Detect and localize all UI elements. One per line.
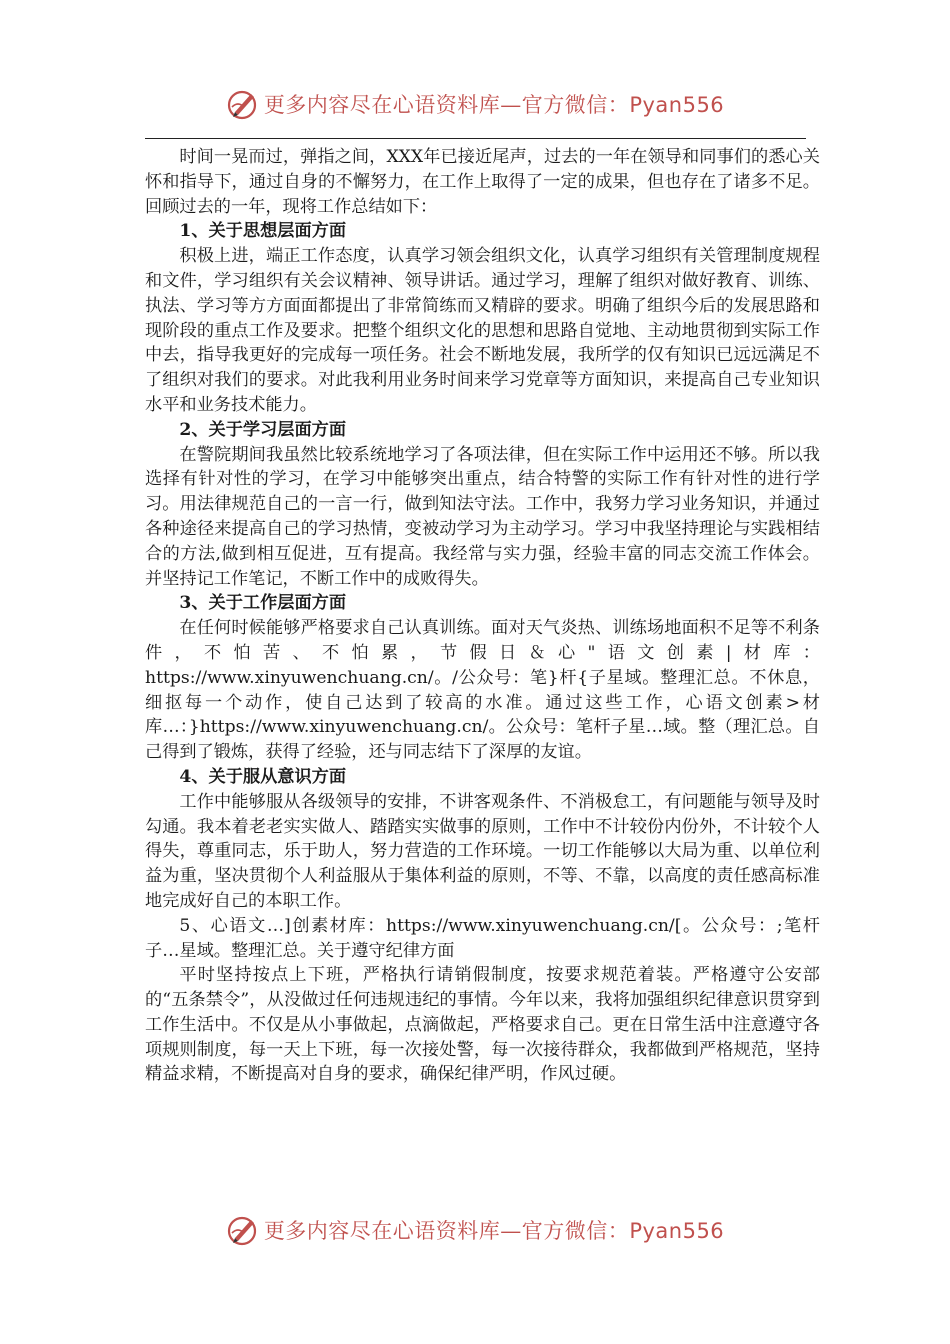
header-banner	[0, 84, 950, 124]
document-body	[145, 145, 820, 1087]
section-heading-1: 1、关于思想层面方面	[179, 221, 347, 242]
section-paragraph-3: 在任何时候能够严格要求自己认真训练。面对天气炎热、训练场地面积不足等不利条件，不怕苦、不怕累，节假日＆心"语文创素|材库：https://www.xinyuwenchuang.cn/。/公众号：笔}杆{子星域。整理汇总。不休息，细抠每一个动作，使自己达到了较高的水准。通过这些工作，心语文创素>材库…：}https://www.xinyuwenchuang.cn/。公众号：笔杆子星…域。整（理汇总。自己得到了锻炼，获得了经验，还与同志结下了深厚的友谊。	[145, 618, 820, 763]
section-paragraph-5: 平时坚持按点上下班，严格执行请销假制度，按要求规范着装。严格遵守公安部的“五条禁令”，从没做过任何违规违纪的事情。今年以来，我将加强组织纪律意识贯穿到工作生活中。不仅是从小事做起，点滴做起，严格要求自己。更在日常生活中注意遵守各项规则制度，每一天上下班，每一次接处警，每一次接待群众，我都做到严格规范，坚持精益求精，不断提高对自身的要求，确保纪律严明，作风过硬。	[145, 965, 820, 1085]
pen-logo-icon	[226, 1213, 260, 1247]
section-paragraph-4: 工作中能够服从各级领导的安排，不讲客观条件、不消极怠工，有问题能与领导及时勾通。我本着老老实实做人、踏踏实实做事的原则，工作中不计较份内份外，不计较个人得失，尊重同志，乐于助人，努力营造的工作环境。一切工作能够以大局为重、以单位利益为重，坚决贯彻个人利益服从于集体利益的原则，不等、不靠，以高度的责任感高标准地完成好自己的本职工作。	[145, 791, 820, 911]
header-banner-text: 更多内容尽在心语资料库—官方微信：Pyan556	[263, 93, 725, 117]
section-heading-3: 3、关于工作层面方面	[179, 593, 347, 614]
section-heading-4: 4、关于服从意识方面	[179, 766, 347, 787]
footer-banner	[0, 1210, 950, 1250]
header-wechat-handle: Pyan556	[629, 93, 725, 117]
footer-wechat-handle: Pyan556	[629, 1219, 725, 1243]
section-paragraph-2: 在警院期间我虽然比较系统地学习了各项法律，但在实际工作中运用还不够。所以我选择有针对性的学习，在学习中能够突出重点，结合特警的实际工作有针对性的进行学习。用法律规范自己的一言一行，做到知法守法。工作中，我努力学习业务知识，并通过各种途径来提高自己的学习热情，变被动学习为主动学习。学习中我坚持理论与实践相结合的方法,做到相互促进，互有提高。我经常与实力强，经验丰富的同志交流工作体会。并坚持记工作笔记，不断工作中的成败得失。	[145, 444, 820, 589]
intro-paragraph: 时间一晃而过，弹指之间，XXX年已接近尾声，过去的一年在领导和同事们的悉心关怀和指导下，通过自身的不懈努力，在工作上取得了一定的成果，但也存在了诸多不足。回顾过去的一年，现将工作总结如下：	[145, 147, 820, 217]
header-divider	[145, 138, 806, 139]
section-paragraph-1: 积极上进，端正工作态度，认真学习领会组织文化，认真学习组织有关管理制度规程和文件，学习组织有关会议精神、领导讲话。通过学习，理解了组织对做好教育、训练、执法、学习等方方面面都提出了非常简练而又精辟的要求。明确了组织今后的发展思路和现阶段的重点工作及要求。把整个组织文化的思想和思路自觉地、主动地贯彻到实际工作中去，指导我更好的完成每一项任务。社会不断地发展，我所学的仅有知识已远远满足不了组织对我们的要求。对此我利用业务时间来学习党章等方面知识，来提高自己专业知识水平和业务技术能力。	[145, 246, 820, 415]
pen-logo-icon	[226, 87, 260, 121]
section-heading-2: 2、关于学习层面方面	[179, 419, 347, 440]
section-heading-5: 5、心语文…]创素材库：https://www.xinyuwenchuang.cn/[。公众号：;笔杆子…星域。整理汇总。关于遵守纪律方面	[145, 915, 820, 961]
footer-banner-text: 更多内容尽在心语资料库—官方微信：Pyan556	[263, 1219, 725, 1243]
